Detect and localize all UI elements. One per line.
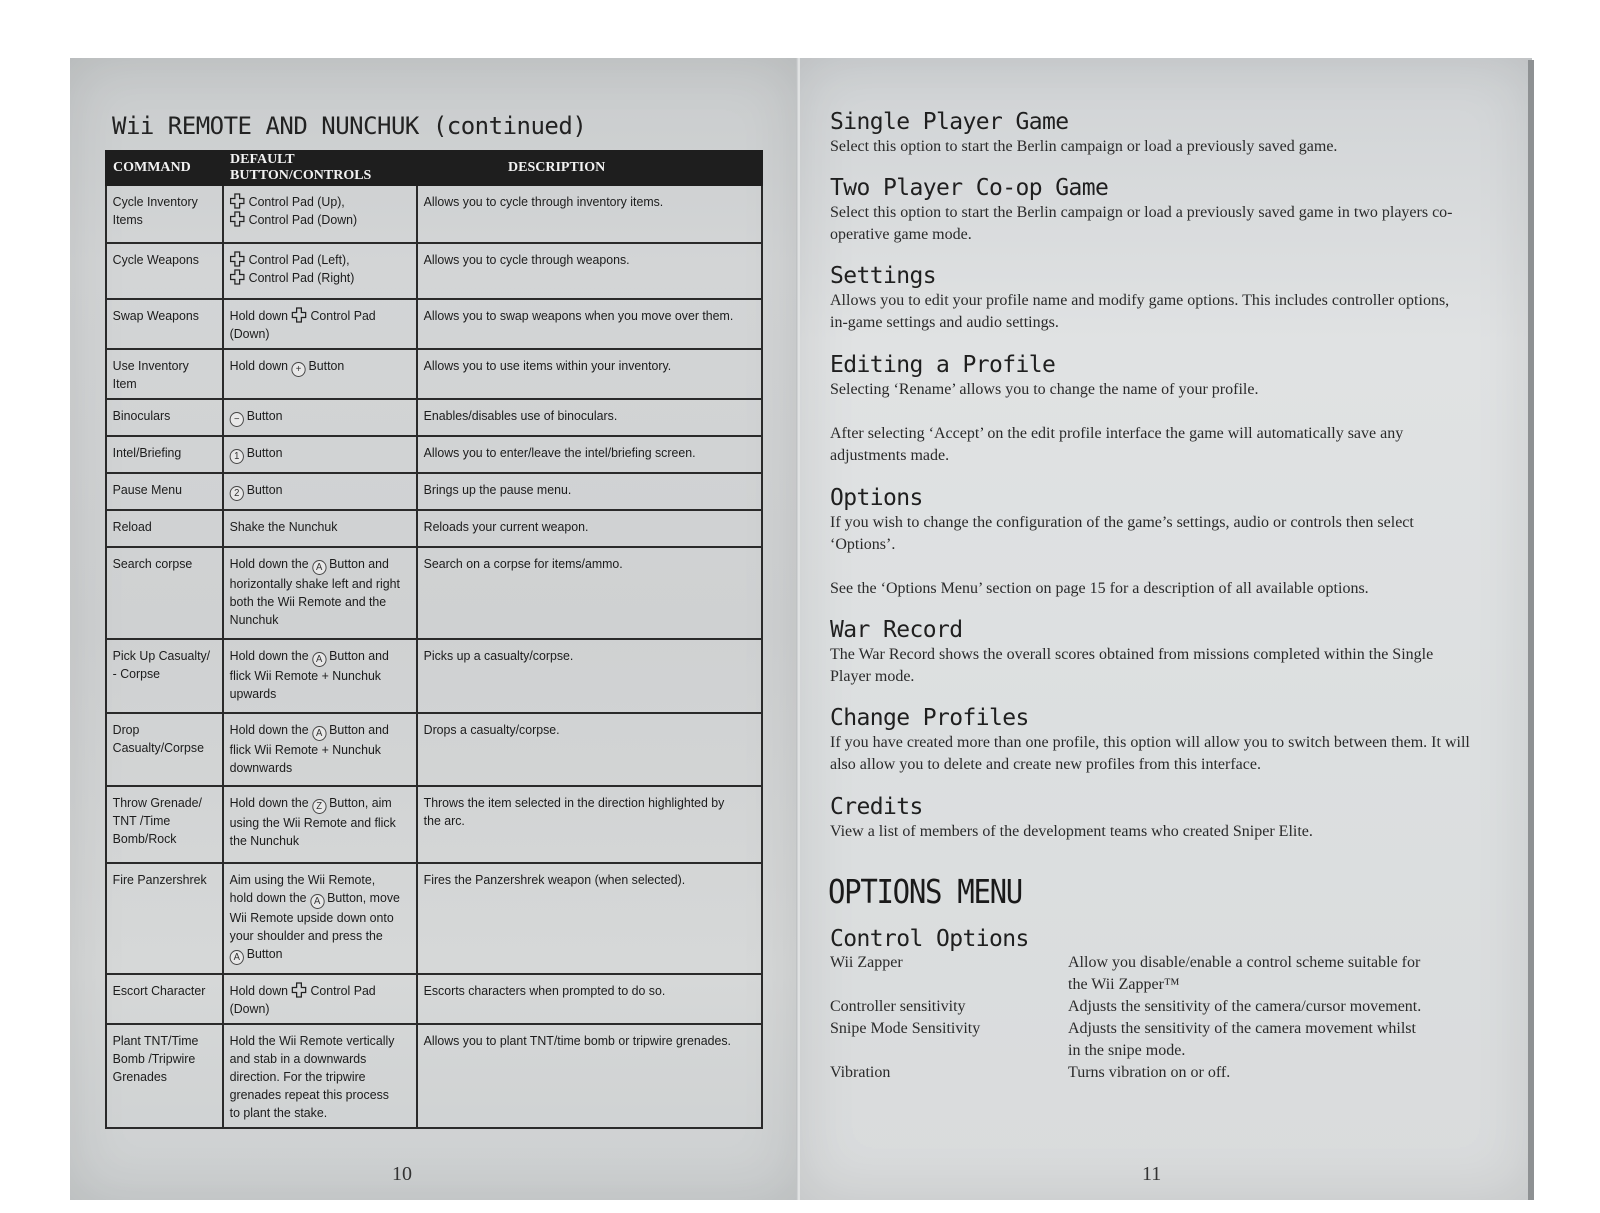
section-heading: Two Player Co-op Game <box>830 175 1109 201</box>
table-header-row <box>106 151 762 185</box>
plus-button-icon: + <box>291 362 305 377</box>
controls-text: Aim using the Wii Remote, hold down the <box>229 872 376 905</box>
controls-table <box>105 150 763 1129</box>
description-cell <box>417 399 745 436</box>
options-list <box>830 952 1470 1084</box>
section-war-record <box>830 616 1470 688</box>
description-text: Enables/disables use of binoculars. <box>423 408 618 423</box>
option-row <box>830 952 1470 996</box>
dpad-icon <box>291 307 306 323</box>
description-cell <box>417 243 745 299</box>
option-name: Controller sensitivity <box>830 998 966 1015</box>
controls-text: Control Pad (Down) <box>229 308 376 341</box>
table-row <box>106 185 762 243</box>
dpad-icon <box>230 193 245 209</box>
description-cell <box>417 473 745 510</box>
description-cell <box>417 1024 745 1128</box>
description-text: Allows you to swap weapons when you move over them. <box>423 308 734 323</box>
controls-cell <box>223 349 407 399</box>
command-cell <box>106 713 217 786</box>
a-button-icon: A <box>230 950 244 965</box>
controls-text: Button, aim using the Wii Remote and flick the Nunchuk <box>229 795 396 848</box>
controls-cell <box>223 510 407 547</box>
controls-text: Control Pad (Down) <box>248 212 358 227</box>
command-cell <box>106 974 217 1024</box>
control-options-section <box>830 925 1470 953</box>
command-label: Binoculars <box>112 408 171 423</box>
table-row <box>106 863 762 974</box>
controls-text: Hold down the <box>229 648 309 663</box>
command-cell <box>106 1024 217 1128</box>
z-button-icon: Z <box>312 799 326 814</box>
table-row <box>106 1024 762 1128</box>
table-row <box>106 399 762 436</box>
dpad-icon <box>291 982 306 998</box>
command-label: Plant TNT/Time Bomb /Tripwire Grenades <box>112 1033 199 1084</box>
section-text: The War Record shows the overall scores obtained from missions completed within the Single Player mode. <box>830 646 1434 685</box>
command-cell <box>106 185 217 243</box>
description-text: Allows you to use items within your inventory. <box>423 358 672 373</box>
header-description: DESCRIPTION <box>417 151 762 185</box>
section-text: If you have created more than one profile, this option will allow you to switch between them. It will also allow you to delete and create new profiles from this interface. <box>830 734 1470 773</box>
controls-text: Hold down <box>229 983 289 998</box>
command-label: Throw Grenade/ TNT /Time Bomb/Rock <box>112 795 202 846</box>
command-cell <box>106 399 217 436</box>
section-heading: Credits <box>830 794 923 820</box>
command-label: Pause Menu <box>112 482 182 497</box>
section-text: Selecting ‘Rename’ allows you to change the name of your profile. <box>830 381 1259 398</box>
command-cell <box>106 786 217 863</box>
command-label: Use Inventory Item <box>112 358 189 391</box>
section-text: After selecting ‘Accept’ on the edit profile interface the game will automatically save any adjustments made. <box>830 425 1404 464</box>
section-heading: Editing a Profile <box>830 352 1056 378</box>
description-text: Allows you to enter/leave the intel/briefing screen. <box>423 445 696 460</box>
option-description: Allow you disable/enable a control scheme suitable for the Wii Zapper™ <box>1068 954 1421 993</box>
controls-text: Hold down <box>229 308 289 323</box>
section-options <box>830 484 1470 600</box>
controls-text: Hold down the <box>229 795 309 810</box>
command-label: Reload <box>112 519 152 534</box>
controls-text: Button and horizontally shake left and right both the Wii Remote and the Nunchuk <box>229 556 400 627</box>
description-cell <box>417 786 745 863</box>
table-row <box>106 786 762 863</box>
controls-cell <box>223 713 407 786</box>
command-label: Swap Weapons <box>112 308 199 323</box>
command-cell <box>106 243 217 299</box>
command-cell <box>106 547 217 639</box>
option-name: Snipe Mode Sensitivity <box>830 1020 981 1037</box>
controls-text: Button <box>308 358 345 373</box>
description-text: Search on a corpse for items/ammo. <box>423 556 623 571</box>
option-name: Vibration <box>830 1064 891 1081</box>
table-row <box>106 436 762 473</box>
right-page-number: 11 <box>1142 1163 1162 1185</box>
command-label: Fire Panzershrek <box>112 872 207 887</box>
minus-button-icon: − <box>230 412 244 427</box>
command-label: Cycle Weapons <box>112 252 199 267</box>
command-label: Drop Casualty/Corpse <box>112 722 204 755</box>
controls-text: Control Pad (Left), <box>248 252 350 267</box>
section-editing-profile <box>830 351 1470 467</box>
header-command: COMMAND <box>106 151 223 185</box>
section-heading: Change Profiles <box>830 705 1029 731</box>
controls-text: Button and flick Wii Remote + Nunchuk downwards <box>229 722 389 775</box>
section-heading: War Record <box>830 617 963 643</box>
controls-cell <box>223 974 407 1024</box>
controls-text: Control Pad (Right) <box>248 270 355 285</box>
description-text: Picks up a casualty/corpse. <box>423 648 574 663</box>
controls-text: Button <box>246 445 283 460</box>
controls-cell <box>223 547 407 639</box>
a-button-icon: A <box>312 652 326 667</box>
command-cell <box>106 436 217 473</box>
controls-cell <box>223 863 407 974</box>
a-button-icon: A <box>312 560 326 575</box>
section-heading: Settings <box>830 263 936 289</box>
two-button-icon: 2 <box>230 486 244 501</box>
table-row <box>106 547 762 639</box>
command-cell <box>106 349 217 399</box>
table-row <box>106 974 762 1024</box>
controls-text: Hold down the <box>229 722 309 737</box>
controls-text: Control Pad (Up), <box>248 194 345 209</box>
option-row <box>830 1018 1470 1062</box>
left-page-number: 10 <box>392 1163 412 1185</box>
controls-cell <box>223 299 407 349</box>
description-text: Allows you to plant TNT/time bomb or tripwire grenades. <box>423 1033 731 1048</box>
section-heading: Single Player Game <box>830 109 1069 135</box>
controls-text: Button <box>246 482 283 497</box>
controls-text: Hold down <box>229 358 289 373</box>
section-text: If you wish to change the configuration of the game’s settings, audio or controls then select ‘Options’. <box>830 514 1414 553</box>
description-cell <box>417 713 745 786</box>
option-description: Adjusts the sensitivity of the camera/cursor movement. <box>1068 998 1422 1015</box>
section-text: Allows you to edit your profile name and modify game options. This includes controller options, in-game settings and audio settings. <box>830 292 1450 331</box>
description-text: Fires the Panzershrek weapon (when selected). <box>423 872 686 887</box>
section-text: Select this option to start the Berlin campaign or load a previously saved game in two players co-operative game mode. <box>830 204 1453 243</box>
description-cell <box>417 639 745 713</box>
controls-cell <box>223 436 407 473</box>
controls-cell <box>223 399 407 436</box>
command-cell <box>106 473 217 510</box>
controls-cell <box>223 185 407 243</box>
description-text: Allows you to cycle through inventory items. <box>423 194 664 209</box>
controls-cell <box>223 639 407 713</box>
section-credits <box>830 793 1470 843</box>
a-button-icon: A <box>312 726 326 741</box>
controls-text: Button and flick Wii Remote + Nunchuk upwards <box>229 648 389 701</box>
table-row <box>106 243 762 299</box>
description-cell <box>417 974 745 1024</box>
description-cell <box>417 299 745 349</box>
description-cell <box>417 185 745 243</box>
command-cell <box>106 510 217 547</box>
header-controls: DEFAULT BUTTON/CONTROLS <box>223 151 417 185</box>
description-cell <box>417 863 745 974</box>
table-row <box>106 473 762 510</box>
section-settings <box>830 262 1470 334</box>
section-single-player <box>830 108 1470 158</box>
options-menu-heading: OPTIONS MENU <box>828 872 1022 911</box>
table-row <box>106 510 762 547</box>
description-text: Brings up the pause menu. <box>423 482 572 497</box>
table-row <box>106 349 762 399</box>
description-text: Throws the item selected in the direction highlighted by the arc. <box>423 795 725 828</box>
section-text: Select this option to start the Berlin campaign or load a previously saved game. <box>830 138 1338 155</box>
option-row <box>830 996 1470 1018</box>
controls-cell <box>223 473 407 510</box>
description-text: Reloads your current weapon. <box>423 519 589 534</box>
one-button-icon: 1 <box>230 449 244 464</box>
option-name: Wii Zapper <box>830 954 903 971</box>
option-row <box>830 1062 1470 1084</box>
description-text: Escorts characters when prompted to do so. <box>423 983 666 998</box>
option-description: Adjusts the sensitivity of the camera movement whilst in the snipe mode. <box>1068 1020 1416 1059</box>
command-label: Pick Up Casualty/ - Corpse <box>112 648 211 681</box>
controls-text: Button <box>246 946 283 961</box>
description-text: Allows you to cycle through weapons. <box>423 252 630 267</box>
section-change-profiles <box>830 704 1470 776</box>
description-cell <box>417 436 745 473</box>
command-label: Search corpse <box>112 556 193 571</box>
command-cell <box>106 299 217 349</box>
description-cell <box>417 510 745 547</box>
a-button-icon: A <box>310 894 324 909</box>
controls-cell <box>223 786 407 863</box>
controls-text: Shake the Nunchuk <box>229 519 338 534</box>
table-row <box>106 639 762 713</box>
command-label: Cycle Inventory Items <box>112 194 198 227</box>
left-page-title: Wii REMOTE AND NUNCHUK (continued) <box>112 112 587 140</box>
command-label: Intel/Briefing <box>112 445 182 460</box>
controls-text: Button, move Wii Remote upside down onto your shoulder and press the <box>229 890 400 943</box>
controls-cell <box>223 1024 407 1128</box>
controls-text: Control Pad (Down) <box>229 983 376 1016</box>
table-row <box>106 713 762 786</box>
description-cell <box>417 547 745 639</box>
section-two-player <box>830 174 1470 246</box>
controls-text: Hold the Wii Remote vertically and stab in a downwards direction. For the tripwire grenades repeat this process to plant the stake. <box>229 1033 395 1120</box>
command-label: Escort Character <box>112 983 206 998</box>
command-cell <box>106 639 217 713</box>
page-edge <box>1528 60 1534 1200</box>
controls-text: Hold down the <box>229 556 309 571</box>
command-cell <box>106 863 217 974</box>
controls-text: Button <box>246 408 283 423</box>
dpad-icon <box>230 211 245 227</box>
description-text: Drops a casualty/corpse. <box>423 722 560 737</box>
description-cell <box>417 349 745 399</box>
control-options-heading: Control Options <box>830 926 1029 952</box>
section-heading: Options <box>830 485 923 511</box>
section-text: View a list of members of the development teams who created Sniper Elite. <box>830 823 1313 840</box>
option-description: Turns vibration on or off. <box>1068 1064 1231 1081</box>
controls-cell <box>223 243 407 299</box>
section-text: See the ‘Options Menu’ section on page 15 for a description of all available options. <box>830 580 1369 597</box>
dpad-icon <box>230 269 245 285</box>
dpad-icon <box>230 251 245 267</box>
table-row <box>106 299 762 349</box>
